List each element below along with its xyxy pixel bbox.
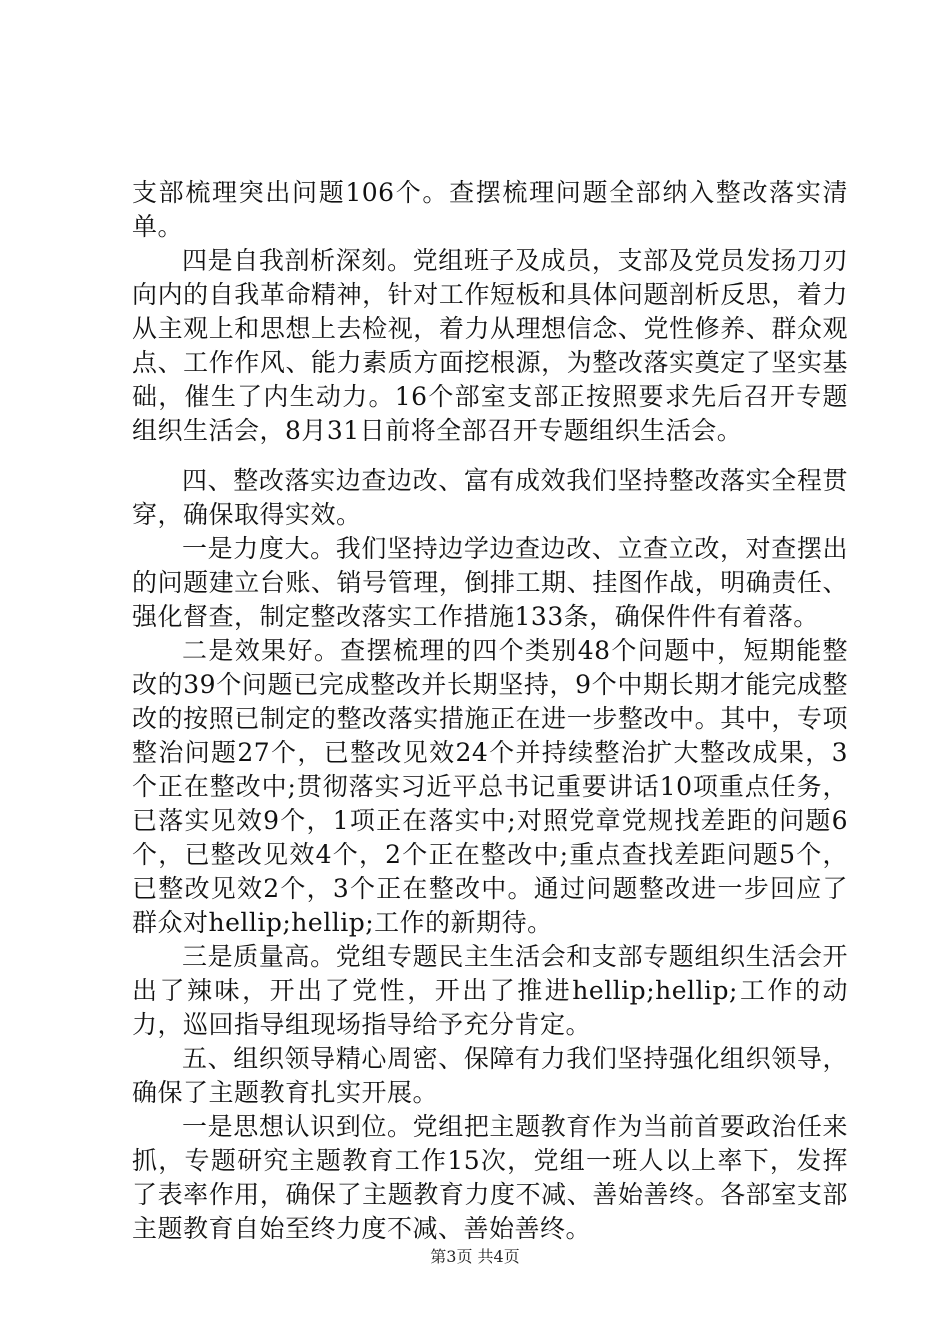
- page-footer: 第3页 共4页: [430, 1247, 520, 1266]
- paragraph: 二是效果好。查摆梳理的四个类别48个问题中，短期能整改的39个问题已完成整改并长期坚持，9个中期长期才能完成整改的按照已制定的整改落实措施正在进一步整改中。其中，专项整治问题27个，已整改见效24个并持续整治扩大整改成果，3个正在整改中;贯彻落实习近平总书记重要讲话10项重点任务，已落实见效9个，1项正在落实中;对照党章党规找差距的问题6个，已整改见效4个，2个正在整改中;重点查找差距问题5个，已整改见效2个，3个正在整改中。通过问题整改进一步回应了群众对hellip;hellip;工作的新期待。: [132, 636, 848, 937]
- section-heading-paragraph: 四、整改落实边查边改、富有成效我们坚持整改落实全程贯穿，确保取得实效。: [132, 466, 848, 529]
- section-heading-paragraph: 五、组织领导精心周密、保障有力我们坚持强化组织领导，确保了主题教育扎实开展。: [132, 1044, 848, 1107]
- paragraph: 一是思想认识到位。党组把主题教育作为当前首要政治任来抓，专题研究主题教育工作15次，党组一班人以上率下，发挥了表率作用，确保了主题教育力度不减、善始善终。各部室支部主题教育自始至终力度不减、善始善终。: [132, 1112, 848, 1243]
- paragraph: 支部梳理突出问题106个。查摆梳理问题全部纳入整改落实清单。: [132, 178, 848, 241]
- paragraph: 一是力度大。我们坚持边学边查边改、立查立改，对查摆出的问题建立台账、销号管理，倒排工期、挂图作战，明确责任、强化督查，制定整改落实工作措施133条，确保件件有着落。: [132, 534, 848, 631]
- paragraph-gap: [132, 448, 848, 464]
- document-body: [132, 176, 848, 1246]
- paragraph: 四是自我剖析深刻。党组班子及成员，支部及党员发扬刀刃向内的自我革命精神，针对工作短板和具体问题剖析反思，着力从主观上和思想上去检视，着力从理想信念、党性修养、群众观点、工作作风、能力素质方面挖根源，为整改落实奠定了坚实基础，催生了内生动力。16个部室支部正按照要求先后召开专题组织生活会，8月31日前将全部召开专题组织生活会。: [132, 246, 848, 445]
- paragraph: 三是质量高。党组专题民主生活会和支部专题组织生活会开出了辣味，开出了党性，开出了推进hellip;hellip;工作的动力，巡回指导组现场指导给予充分肯定。: [132, 942, 848, 1039]
